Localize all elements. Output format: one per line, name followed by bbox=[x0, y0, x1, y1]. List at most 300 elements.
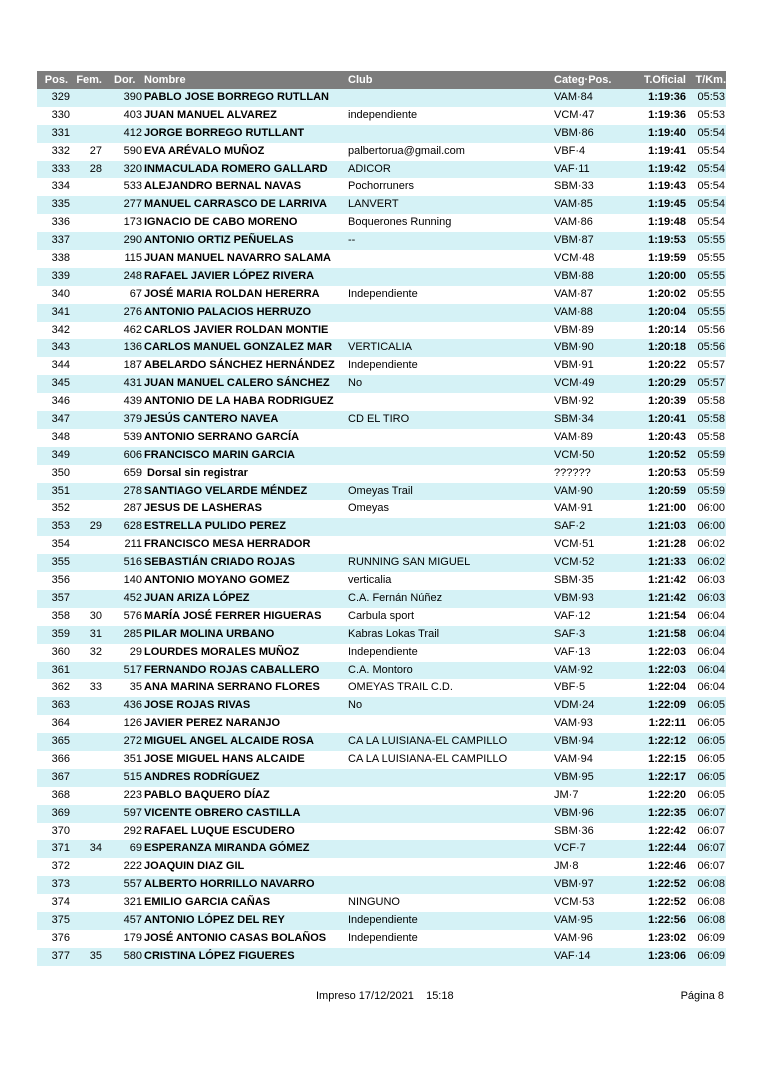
cell-tkm: 05:56 bbox=[697, 323, 725, 336]
table-row bbox=[37, 787, 726, 805]
cell-fem: 32 bbox=[89, 645, 102, 658]
cell-cat: SBM·35 bbox=[554, 574, 594, 587]
cell-cat: SBM·34 bbox=[554, 413, 594, 426]
cell-cat: JM·7 bbox=[554, 788, 579, 801]
cell-name: JOSE ROJAS RIVAS bbox=[144, 699, 251, 712]
cell-dor: 379 bbox=[123, 413, 142, 426]
cell-name: MIGUEL ANGEL ALCAIDE ROSA bbox=[144, 735, 314, 748]
cell-tkm: 05:54 bbox=[697, 198, 725, 211]
table-row bbox=[37, 894, 726, 912]
table-row bbox=[37, 429, 726, 447]
cell-time: 1:19:48 bbox=[648, 216, 686, 229]
cell-dor: 436 bbox=[123, 699, 142, 712]
cell-dor: 35 bbox=[129, 681, 142, 694]
cell-name: SANTIAGO VELARDE MÉNDEZ bbox=[144, 484, 308, 497]
cell-club: Independiente bbox=[348, 287, 418, 300]
cell-fem: 27 bbox=[89, 144, 102, 157]
cell-pos: 333 bbox=[51, 162, 70, 175]
table-row bbox=[37, 912, 726, 930]
cell-club: No bbox=[348, 377, 363, 390]
cell-time: 1:22:46 bbox=[648, 860, 686, 873]
cell-cat: ?????? bbox=[554, 466, 591, 479]
cell-cat: VAM·96 bbox=[554, 931, 593, 944]
cell-pos: 367 bbox=[51, 770, 70, 783]
cell-pos: 351 bbox=[51, 484, 70, 497]
table-row bbox=[37, 107, 726, 125]
cell-pos: 348 bbox=[51, 430, 70, 443]
table-row bbox=[37, 697, 726, 715]
cell-club: Independiente bbox=[348, 645, 418, 658]
cell-time: 1:22:15 bbox=[648, 752, 686, 765]
cell-pos: 363 bbox=[51, 699, 70, 712]
table-row bbox=[37, 268, 726, 286]
cell-pos: 355 bbox=[51, 556, 70, 569]
cell-club: VERTICALIA bbox=[348, 341, 412, 354]
cell-time: 1:23:02 bbox=[648, 931, 686, 944]
cell-time: 1:19:59 bbox=[648, 252, 686, 265]
cell-pos: 347 bbox=[51, 413, 70, 426]
cell-tkm: 05:56 bbox=[697, 341, 725, 354]
cell-tkm: 06:07 bbox=[697, 806, 725, 819]
cell-pos: 334 bbox=[51, 180, 70, 193]
cell-pos: 358 bbox=[51, 609, 70, 622]
cell-club: verticalia bbox=[348, 574, 392, 587]
cell-time: 1:20:53 bbox=[648, 466, 686, 479]
cell-time: 1:22:03 bbox=[648, 663, 686, 676]
table-row bbox=[37, 196, 726, 214]
cell-time: 1:20:59 bbox=[648, 484, 686, 497]
cell-pos: 360 bbox=[51, 645, 70, 658]
cell-tkm: 05:54 bbox=[697, 216, 725, 229]
cell-club: Omeyas bbox=[348, 502, 389, 515]
cell-name: Dorsal sin registrar bbox=[144, 466, 248, 479]
table-row bbox=[37, 662, 726, 680]
cell-cat: VAM·95 bbox=[554, 913, 593, 926]
cell-time: 1:22:17 bbox=[648, 770, 686, 783]
cell-dor: 557 bbox=[123, 878, 142, 891]
cell-dor: 597 bbox=[123, 806, 142, 819]
cell-cat: VBM·87 bbox=[554, 234, 594, 247]
cell-dor: 321 bbox=[123, 896, 142, 909]
cell-cat: VCF·7 bbox=[554, 842, 586, 855]
cell-club: CD EL TIRO bbox=[348, 413, 410, 426]
cell-tkm: 06:04 bbox=[697, 645, 725, 658]
cell-pos: 376 bbox=[51, 931, 70, 944]
cell-dor: 452 bbox=[123, 591, 142, 604]
header-pos: Pos. bbox=[44, 74, 68, 86]
cell-name: JESUS DE LASHERAS bbox=[144, 502, 262, 515]
cell-dor: 290 bbox=[123, 234, 142, 247]
cell-dor: 320 bbox=[123, 162, 142, 175]
cell-dor: 278 bbox=[123, 484, 142, 497]
cell-pos: 339 bbox=[51, 269, 70, 282]
table-row bbox=[37, 823, 726, 841]
cell-time: 1:19:36 bbox=[648, 108, 686, 121]
cell-name: ESPERANZA MIRANDA GÓMEZ bbox=[144, 842, 310, 855]
cell-dor: 222 bbox=[123, 860, 142, 873]
cell-pos: 336 bbox=[51, 216, 70, 229]
cell-dor: 390 bbox=[123, 91, 142, 103]
table-row bbox=[37, 375, 726, 393]
cell-dor: 173 bbox=[123, 216, 142, 229]
cell-dor: 462 bbox=[123, 323, 142, 336]
table-row bbox=[37, 125, 726, 143]
cell-pos: 359 bbox=[51, 627, 70, 640]
table-body bbox=[37, 89, 726, 966]
cell-club: Omeyas Trail bbox=[348, 484, 413, 497]
cell-pos: 341 bbox=[51, 305, 70, 318]
cell-cat: VAM·94 bbox=[554, 752, 593, 765]
cell-name: PILAR MOLINA URBANO bbox=[144, 627, 275, 640]
cell-pos: 366 bbox=[51, 752, 70, 765]
cell-dor: 351 bbox=[123, 752, 142, 765]
cell-name: CARLOS JAVIER ROLDAN MONTIE bbox=[144, 323, 329, 336]
cell-tkm: 06:08 bbox=[697, 878, 725, 891]
table-row bbox=[37, 572, 726, 590]
cell-dor: 516 bbox=[123, 556, 142, 569]
cell-cat: VAM·90 bbox=[554, 484, 593, 497]
cell-pos: 345 bbox=[51, 377, 70, 390]
cell-dor: 517 bbox=[123, 663, 142, 676]
cell-time: 1:22:03 bbox=[648, 645, 686, 658]
cell-time: 1:21:28 bbox=[648, 538, 686, 551]
cell-tkm: 05:55 bbox=[697, 287, 725, 300]
cell-dor: 272 bbox=[123, 735, 142, 748]
cell-dor: 412 bbox=[123, 126, 142, 139]
cell-pos: 369 bbox=[51, 806, 70, 819]
cell-pos: 371 bbox=[51, 842, 70, 855]
cell-tkm: 06:05 bbox=[697, 752, 725, 765]
cell-time: 1:19:36 bbox=[648, 91, 686, 103]
cell-tkm: 05:58 bbox=[697, 413, 725, 426]
cell-name: JOSE MIGUEL HANS ALCAIDE bbox=[144, 752, 305, 765]
cell-cat: VAF·13 bbox=[554, 645, 591, 658]
cell-pos: 373 bbox=[51, 878, 70, 891]
cell-dor: 431 bbox=[123, 377, 142, 390]
cell-name: EMILIO GARCIA CAÑAS bbox=[144, 896, 271, 909]
cell-time: 1:20:22 bbox=[648, 359, 686, 372]
cell-name: ANTONIO DE LA HABA RODRIGUEZ bbox=[144, 395, 334, 408]
cell-tkm: 06:09 bbox=[697, 931, 725, 944]
cell-time: 1:22:12 bbox=[648, 735, 686, 748]
cell-tkm: 05:55 bbox=[697, 269, 725, 282]
cell-tkm: 06:00 bbox=[697, 520, 725, 533]
cell-tkm: 06:05 bbox=[697, 699, 725, 712]
cell-pos: 357 bbox=[51, 591, 70, 604]
cell-dor: 136 bbox=[123, 341, 142, 354]
cell-tkm: 06:08 bbox=[697, 896, 725, 909]
cell-pos: 361 bbox=[51, 663, 70, 676]
cell-fem: 29 bbox=[89, 520, 102, 533]
cell-name: ANTONIO ORTIZ PEÑUELAS bbox=[144, 234, 294, 247]
cell-club: CA LA LUISIANA-EL CAMPILLO bbox=[348, 752, 508, 765]
cell-name: PABLO BAQUERO DÍAZ bbox=[144, 788, 270, 801]
table-row bbox=[37, 715, 726, 733]
cell-tkm: 05:54 bbox=[697, 180, 725, 193]
cell-club: Independiente bbox=[348, 913, 418, 926]
cell-cat: VBM·95 bbox=[554, 770, 594, 783]
cell-dor: 287 bbox=[123, 502, 142, 515]
table-row bbox=[37, 644, 726, 662]
cell-name: ANTONIO PALACIOS HERRUZO bbox=[144, 305, 312, 318]
header-fem: Fem. bbox=[76, 74, 102, 86]
cell-time: 1:22:20 bbox=[648, 788, 686, 801]
cell-cat: VAM·91 bbox=[554, 502, 593, 515]
table-row bbox=[37, 590, 726, 608]
table-row bbox=[37, 232, 726, 250]
cell-cat: VAM·86 bbox=[554, 216, 593, 229]
cell-time: 1:20:04 bbox=[648, 305, 686, 318]
cell-pos: 372 bbox=[51, 860, 70, 873]
cell-dor: 69 bbox=[129, 842, 142, 855]
cell-tkm: 05:57 bbox=[697, 359, 725, 372]
cell-tkm: 06:00 bbox=[697, 502, 725, 515]
cell-pos: 330 bbox=[51, 108, 70, 121]
cell-tkm: 05:58 bbox=[697, 430, 725, 443]
cell-pos: 362 bbox=[51, 681, 70, 694]
cell-pos: 342 bbox=[51, 323, 70, 336]
cell-cat: VCM·50 bbox=[554, 448, 595, 461]
cell-tkm: 06:04 bbox=[697, 609, 725, 622]
cell-dor: 515 bbox=[123, 770, 142, 783]
cell-cat: JM·8 bbox=[554, 860, 579, 873]
cell-time: 1:20:43 bbox=[648, 430, 686, 443]
table-row bbox=[37, 250, 726, 268]
cell-dor: 285 bbox=[123, 627, 142, 640]
cell-pos: 365 bbox=[51, 735, 70, 748]
cell-club: Independiente bbox=[348, 359, 418, 372]
cell-name: MARÍA JOSÉ FERRER HIGUERAS bbox=[144, 609, 322, 622]
cell-club: No bbox=[348, 699, 363, 712]
cell-time: 1:21:54 bbox=[648, 609, 686, 622]
cell-tkm: 05:59 bbox=[697, 466, 725, 479]
cell-dor: 115 bbox=[124, 252, 142, 265]
cell-dor: 211 bbox=[124, 538, 142, 551]
cell-time: 1:20:18 bbox=[648, 341, 686, 354]
cell-tkm: 06:03 bbox=[697, 574, 725, 587]
cell-cat: VBM·93 bbox=[554, 591, 594, 604]
cell-name: JUAN MANUEL CALERO SÁNCHEZ bbox=[144, 377, 330, 390]
cell-name: ALEJANDRO BERNAL NAVAS bbox=[144, 180, 302, 193]
cell-name: CRISTINA LÓPEZ FIGUERES bbox=[144, 949, 295, 962]
cell-dor: 126 bbox=[123, 717, 142, 730]
cell-club: Kabras Lokas Trail bbox=[348, 627, 440, 640]
cell-cat: VBM·90 bbox=[554, 341, 594, 354]
cell-pos: 350 bbox=[51, 466, 70, 479]
cell-tkm: 06:05 bbox=[697, 717, 725, 730]
cell-pos: 368 bbox=[51, 788, 70, 801]
cell-name: JOSÉ MARIA ROLDAN HERERRA bbox=[144, 287, 320, 300]
print-timestamp: Impreso 17/12/2021 15:18 bbox=[316, 990, 454, 1002]
cell-name: FRANCISCO MESA HERRADOR bbox=[144, 538, 311, 551]
cell-name: VICENTE OBRERO CASTILLA bbox=[144, 806, 301, 819]
cell-name: RAFAEL LUQUE ESCUDERO bbox=[144, 824, 295, 837]
cell-pos: 352 bbox=[51, 502, 70, 515]
cell-dor: 29 bbox=[129, 645, 142, 658]
table-row bbox=[37, 858, 726, 876]
cell-name: JESÚS CANTERO NAVEA bbox=[144, 413, 279, 426]
cell-cat: VAM·87 bbox=[554, 287, 593, 300]
cell-club: independiente bbox=[348, 108, 418, 121]
cell-dor: 539 bbox=[123, 430, 142, 443]
cell-time: 1:19:42 bbox=[648, 162, 686, 175]
cell-dor: 403 bbox=[123, 108, 142, 121]
cell-tkm: 06:04 bbox=[697, 663, 725, 676]
table-row bbox=[37, 840, 726, 858]
cell-time: 1:19:40 bbox=[648, 126, 686, 139]
cell-club: LANVERT bbox=[348, 198, 399, 211]
cell-tkm: 05:59 bbox=[697, 448, 725, 461]
cell-time: 1:21:58 bbox=[648, 627, 686, 640]
cell-pos: 370 bbox=[51, 824, 70, 837]
cell-cat: VAM·84 bbox=[554, 91, 593, 103]
table-row bbox=[37, 214, 726, 232]
cell-name: PABLO JOSE BORREGO RUTLLAN bbox=[144, 91, 329, 103]
cell-dor: 277 bbox=[123, 198, 142, 211]
cell-club: RUNNING SAN MIGUEL bbox=[348, 556, 471, 569]
cell-tkm: 05:54 bbox=[697, 126, 725, 139]
cell-club: -- bbox=[348, 234, 356, 247]
cell-dor: 606 bbox=[123, 448, 142, 461]
cell-club: C.A. Montoro bbox=[348, 663, 413, 676]
cell-cat: VBM·96 bbox=[554, 806, 594, 819]
table-header bbox=[37, 71, 726, 89]
cell-pos: 329 bbox=[51, 91, 70, 103]
cell-pos: 332 bbox=[51, 144, 70, 157]
cell-tkm: 05:58 bbox=[697, 395, 725, 408]
table-row bbox=[37, 554, 726, 572]
cell-cat: VBF·5 bbox=[554, 681, 586, 694]
header-cat: Categ·Pos. bbox=[554, 74, 612, 86]
cell-name: FERNANDO ROJAS CABALLERO bbox=[144, 663, 320, 676]
table-row bbox=[37, 805, 726, 823]
cell-tkm: 05:55 bbox=[697, 305, 725, 318]
cell-dor: 628 bbox=[123, 520, 142, 533]
cell-pos: 349 bbox=[51, 448, 70, 461]
table-row bbox=[37, 679, 726, 697]
cell-time: 1:20:41 bbox=[648, 413, 686, 426]
table-row bbox=[37, 500, 726, 518]
cell-cat: VBM·92 bbox=[554, 395, 594, 408]
cell-dor: 439 bbox=[123, 395, 142, 408]
cell-time: 1:20:52 bbox=[648, 448, 686, 461]
cell-time: 1:22:42 bbox=[648, 824, 686, 837]
cell-time: 1:21:42 bbox=[648, 574, 686, 587]
cell-time: 1:21:00 bbox=[648, 502, 686, 515]
cell-pos: 343 bbox=[51, 341, 70, 354]
cell-cat: SAF·3 bbox=[554, 627, 586, 640]
cell-name: JORGE BORREGO RUTLLANT bbox=[144, 126, 305, 139]
table-row bbox=[37, 322, 726, 340]
cell-club: C.A. Fernán Núñez bbox=[348, 591, 443, 604]
cell-name: JUAN ARIZA LÓPEZ bbox=[144, 591, 250, 604]
cell-time: 1:22:52 bbox=[648, 896, 686, 909]
cell-dor: 533 bbox=[123, 180, 142, 193]
cell-fem: 31 bbox=[89, 627, 102, 640]
table-row bbox=[37, 876, 726, 894]
cell-club: Carbula sport bbox=[348, 609, 415, 622]
cell-tkm: 06:05 bbox=[697, 788, 725, 801]
table-row bbox=[37, 518, 726, 536]
cell-club: Pochorruners bbox=[348, 180, 415, 193]
cell-pos: 375 bbox=[51, 913, 70, 926]
cell-dor: 223 bbox=[123, 788, 142, 801]
table-row bbox=[37, 465, 726, 483]
cell-name: ANTONIO MOYANO GOMEZ bbox=[144, 574, 290, 587]
cell-tkm: 06:07 bbox=[697, 824, 725, 837]
cell-fem: 33 bbox=[89, 681, 102, 694]
cell-dor: 140 bbox=[123, 574, 142, 587]
cell-fem: 35 bbox=[89, 949, 102, 962]
cell-name: FRANCISCO MARIN GARCIA bbox=[144, 448, 295, 461]
cell-name: ANDRES RODRÍGUEZ bbox=[144, 770, 260, 783]
table-row bbox=[37, 339, 726, 357]
cell-name: ABELARDO SÁNCHEZ HERNÁNDEZ bbox=[144, 359, 335, 372]
cell-name: JOAQUIN DIAZ GIL bbox=[144, 860, 245, 873]
cell-tkm: 06:04 bbox=[697, 681, 725, 694]
cell-cat: VAF·11 bbox=[554, 162, 590, 175]
cell-tkm: 06:08 bbox=[697, 913, 725, 926]
cell-cat: VAM·85 bbox=[554, 198, 593, 211]
cell-cat: VCM·52 bbox=[554, 556, 595, 569]
cell-pos: 335 bbox=[51, 198, 70, 211]
cell-name: EVA ARÉVALO MUÑOZ bbox=[144, 144, 265, 157]
cell-cat: VDM·24 bbox=[554, 699, 595, 712]
cell-tkm: 06:05 bbox=[697, 735, 725, 748]
cell-name: SEBASTIÁN CRIADO ROJAS bbox=[144, 556, 295, 569]
cell-pos: 346 bbox=[51, 395, 70, 408]
table-row bbox=[37, 483, 726, 501]
cell-time: 1:22:04 bbox=[648, 681, 686, 694]
cell-cat: VCM·49 bbox=[554, 377, 595, 390]
cell-dor: 276 bbox=[123, 305, 142, 318]
cell-cat: VAF·12 bbox=[554, 609, 591, 622]
cell-tkm: 06:05 bbox=[697, 770, 725, 783]
cell-name: RAFAEL JAVIER LÓPEZ RIVERA bbox=[144, 269, 315, 282]
cell-pos: 340 bbox=[51, 287, 70, 300]
cell-cat: VAF·14 bbox=[554, 949, 591, 962]
cell-fem: 28 bbox=[89, 162, 102, 175]
cell-name: ANA MARINA SERRANO FLORES bbox=[144, 681, 320, 694]
table-row bbox=[37, 143, 726, 161]
cell-cat: SAF·2 bbox=[554, 520, 586, 533]
cell-tkm: 06:04 bbox=[697, 627, 725, 640]
cell-dor: 590 bbox=[123, 144, 142, 157]
cell-pos: 331 bbox=[51, 126, 70, 139]
table-row bbox=[37, 447, 726, 465]
cell-name: CARLOS MANUEL GONZALEZ MAR bbox=[144, 341, 333, 354]
table-row bbox=[37, 411, 726, 429]
cell-dor: 576 bbox=[123, 609, 142, 622]
cell-club: Boquerones Running bbox=[348, 216, 452, 229]
cell-cat: SBM·36 bbox=[554, 824, 594, 837]
cell-tkm: 05:55 bbox=[697, 252, 725, 265]
header-dor: Dor. bbox=[114, 74, 136, 86]
cell-time: 1:20:39 bbox=[648, 395, 686, 408]
cell-tkm: 05:53 bbox=[697, 108, 725, 121]
cell-time: 1:22:52 bbox=[648, 878, 686, 891]
cell-pos: 374 bbox=[51, 896, 70, 909]
table-row bbox=[37, 357, 726, 375]
table-row bbox=[37, 536, 726, 554]
table-row bbox=[37, 930, 726, 948]
cell-time: 1:22:35 bbox=[648, 806, 686, 819]
cell-club: OMEYAS TRAIL C.D. bbox=[348, 681, 453, 694]
cell-tkm: 05:54 bbox=[697, 162, 725, 175]
cell-cat: VBF·4 bbox=[554, 144, 586, 157]
cell-time: 1:20:29 bbox=[648, 377, 686, 390]
cell-time: 1:22:44 bbox=[648, 842, 686, 855]
